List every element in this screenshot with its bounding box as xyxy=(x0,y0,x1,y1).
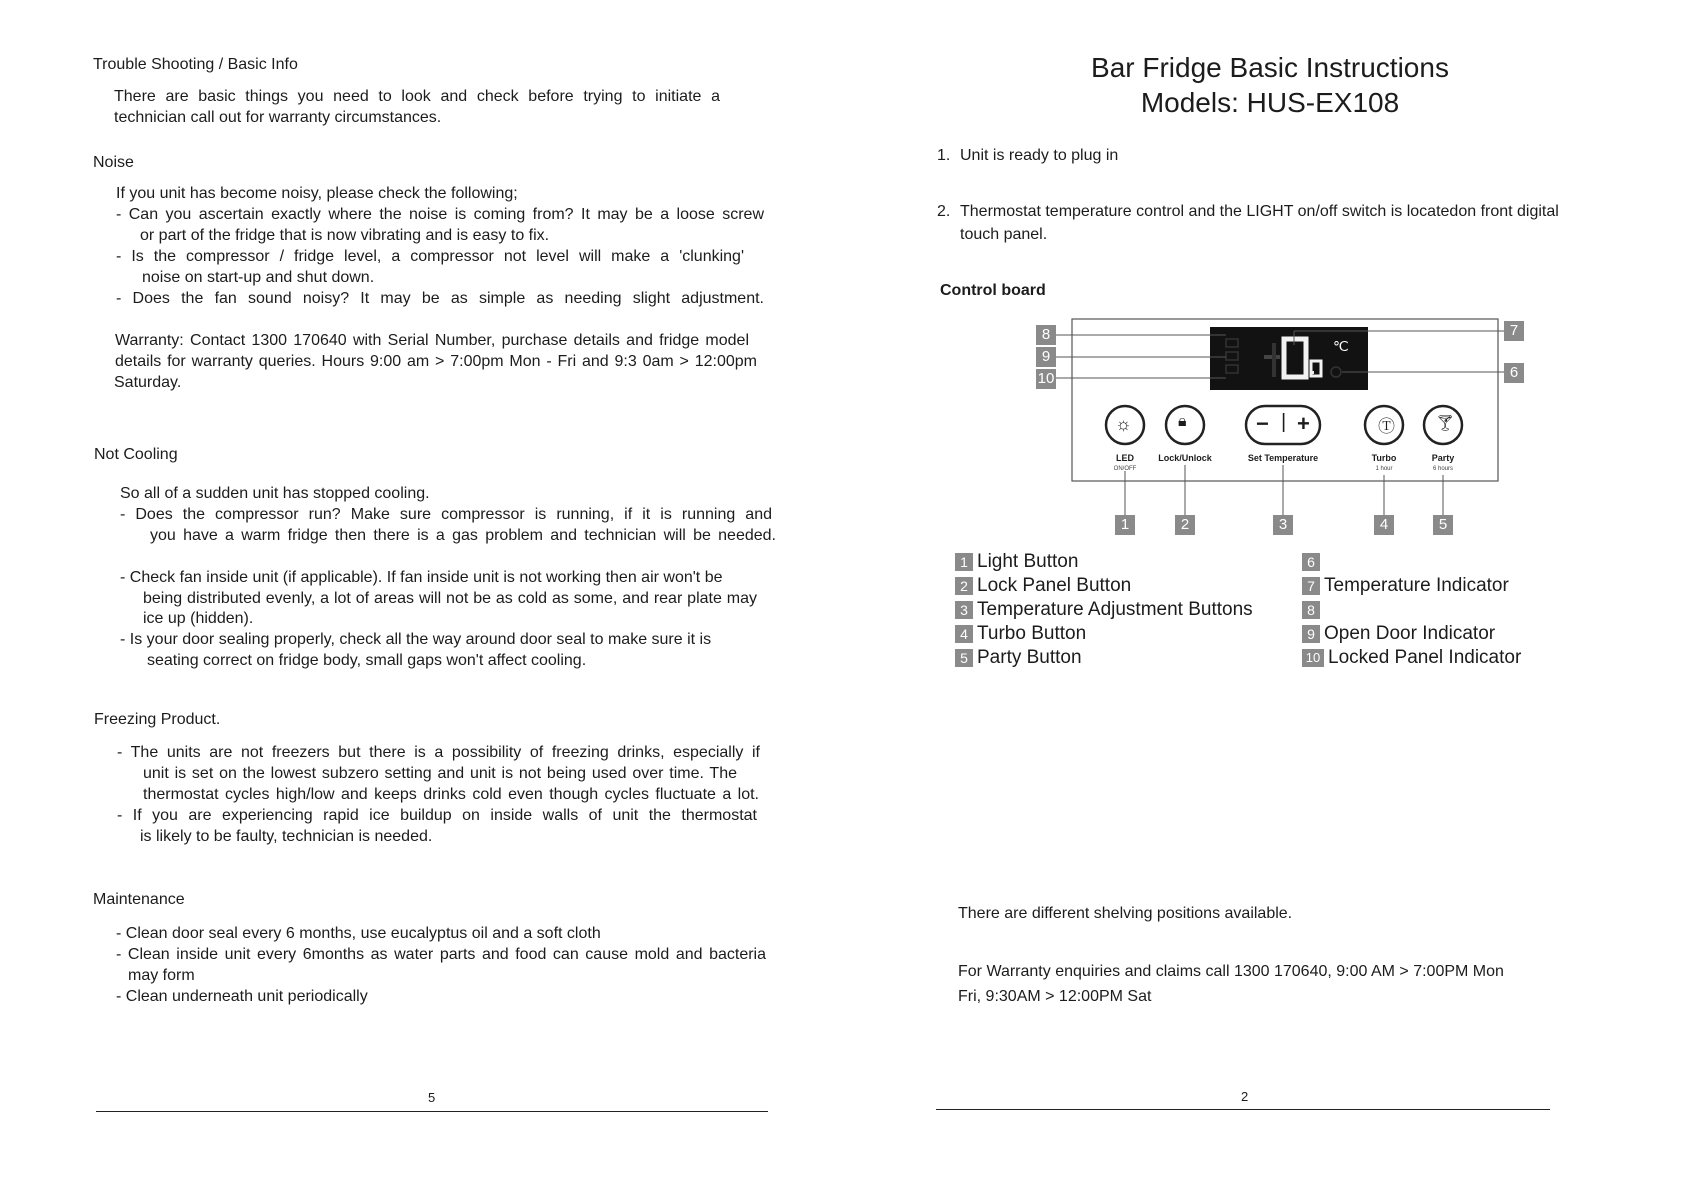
step-text: touch panel. xyxy=(960,226,1048,243)
noise-warranty-line: Warranty: Contact 1300 170640 with Serial Number, purchase details and fridge model xyxy=(115,332,749,349)
light-bulb-icon[interactable]: ☼ xyxy=(1115,414,1132,434)
footer-rule xyxy=(936,1109,1550,1110)
legend-label: Locked Panel Indicator xyxy=(1328,647,1522,668)
temperature-unit: ℃ xyxy=(1333,338,1349,354)
legend-label: Temperature Adjustment Buttons xyxy=(977,599,1253,620)
cooling-line: - Does the compressor run? Make sure compressor is running, if it is running and xyxy=(120,506,772,523)
control-board-heading: Control board xyxy=(940,282,1046,299)
lock-label: Lock/Unlock xyxy=(1158,453,1212,463)
set-temp-label: Set Temperature xyxy=(1247,453,1319,463)
step-text: Unit is ready to plug in xyxy=(960,147,1119,164)
legend-item xyxy=(955,646,1253,670)
cooling-line: - Is your door sealing properly, check all the way around door seal to make sure it is xyxy=(120,631,712,648)
noise-warranty-line: details for warranty queries. Hours 9:00 am > 7:00pm Mon - Fri and 9:3 0am > 12:00pm xyxy=(115,353,757,370)
legend-number: 4 xyxy=(955,625,973,643)
legend-label: Light Button xyxy=(977,551,1079,572)
maintenance-line: - Clean door seal every 6 months, use eucalyptus oil and a soft cloth xyxy=(116,925,601,942)
maintenance-heading: Maintenance xyxy=(93,891,185,908)
callout-6: 6 xyxy=(1504,363,1524,383)
page-number: 2 xyxy=(1241,1089,1249,1104)
maintenance-line: may form xyxy=(128,967,195,984)
led-label: LED xyxy=(1116,453,1134,463)
noise-line: noise on start-up and shut down. xyxy=(142,269,375,286)
legend-item xyxy=(955,550,1253,574)
maintenance-line: - Clean underneath unit periodically xyxy=(116,988,368,1005)
legend-item xyxy=(1302,598,1521,622)
callout-4: 4 xyxy=(1374,515,1394,535)
legend-label: Open Door Indicator xyxy=(1324,623,1496,644)
freezing-line: thermostat cycles high/low and keeps drinks cold even though cycles fluctuate a lot. xyxy=(143,786,759,803)
legend-label: Turbo Button xyxy=(977,623,1087,644)
callout-9: 9 xyxy=(1036,347,1056,367)
legend-number: 1 xyxy=(955,553,973,571)
callout-3: 3 xyxy=(1273,515,1293,535)
noise-line: or part of the fridge that is now vibrating and is easy to fix. xyxy=(140,227,550,244)
footer-rule xyxy=(96,1111,768,1112)
noise-line: - Can you ascertain exactly where the noise is coming from? It may be a loose screw xyxy=(116,206,764,223)
cooling-line: being distributed evenly, a lot of areas will not be as cold as some, and rear plate may xyxy=(143,590,757,607)
divider-icon: | xyxy=(1281,411,1287,433)
cooling-line: you have a warm fridge then there is a gas problem and technician will be needed. xyxy=(150,527,776,544)
party-label: Party xyxy=(1431,453,1455,463)
callout-10: 10 xyxy=(1037,370,1055,387)
legend-number: 2 xyxy=(955,577,973,595)
cooling-line: ice up (hidden). xyxy=(143,610,254,627)
freezing-line: is likely to be faulty, technician is needed. xyxy=(140,828,433,845)
freezing-line: - The units are not freezers but there is a possibility of freezing drinks, especially if xyxy=(117,744,760,761)
legend-number: 8 xyxy=(1302,601,1320,619)
callout-8: 8 xyxy=(1036,325,1056,345)
legend-label: Temperature Indicator xyxy=(1324,575,1509,596)
maintenance-line: - Clean inside unit every 6months as water parts and food can cause mold and bacteria xyxy=(116,946,766,963)
legend-item xyxy=(1302,550,1521,574)
legend-item xyxy=(1302,574,1521,598)
lock-icon[interactable]: 🔒︎ xyxy=(1178,413,1187,430)
turbo-icon[interactable]: Ⓣ xyxy=(1378,417,1395,436)
callout-1: 1 xyxy=(1115,515,1135,535)
freezing-line: unit is set on the lowest subzero setting and unit is not being used over time. The xyxy=(143,765,737,782)
warranty-line: Fri, 9:30AM > 12:00PM Sat xyxy=(958,988,1152,1005)
noise-line: If you unit has become noisy, please check the following; xyxy=(116,185,518,202)
party-sublabel: 6 hours xyxy=(1432,466,1453,472)
cooling-line: So all of a sudden unit has stopped cooling. xyxy=(120,485,430,502)
led-sublabel: ON/OFF xyxy=(1113,466,1137,472)
step-number: 2. xyxy=(937,203,951,220)
page-title: Bar Fridge Basic Instructions xyxy=(1091,52,1449,83)
freezing-line: - If you are experiencing rapid ice buildup on inside walls of unit the thermostat xyxy=(117,807,757,824)
cooling-line: - Check fan inside unit (if applicable). If fan inside unit is not working then air won't be xyxy=(120,569,723,586)
legend-item xyxy=(1302,622,1521,646)
plus-button[interactable]: + xyxy=(1297,411,1310,436)
callout-7: 7 xyxy=(1504,321,1524,341)
step-text: Thermostat temperature control and the LIGHT on/off switch is locatedon front digital xyxy=(960,203,1559,220)
party-glasses-icon[interactable]: 🍸︎ xyxy=(1435,415,1456,432)
trouble-line: There are basic things you need to look and check before trying to initiate a xyxy=(114,88,720,105)
cooling-heading: Not Cooling xyxy=(94,446,178,463)
step-number: 1. xyxy=(937,147,951,164)
legend-item xyxy=(1302,646,1521,670)
legend-item xyxy=(955,598,1253,622)
legend-left xyxy=(955,550,1253,670)
legend-number: 3 xyxy=(955,601,973,619)
callout-2: 2 xyxy=(1175,515,1195,535)
minus-button[interactable]: − xyxy=(1256,411,1269,436)
legend-item xyxy=(955,574,1253,598)
noise-line: - Is the compressor / fridge level, a compressor not level will make a 'clunking' xyxy=(116,248,744,265)
turbo-label: Turbo xyxy=(1371,453,1397,463)
trouble-line: technician call out for warranty circumstances. xyxy=(114,109,442,126)
noise-line: - Does the fan sound noisy? It may be as simple as needing slight adjustment. xyxy=(116,290,764,307)
trouble-heading: Trouble Shooting / Basic Info xyxy=(93,56,298,73)
legend-number: 10 xyxy=(1302,649,1324,667)
legend-label: Party Button xyxy=(977,647,1082,668)
legend-right xyxy=(1302,550,1521,670)
noise-warranty-line: Saturday. xyxy=(114,374,182,391)
legend-item xyxy=(955,622,1253,646)
legend-number: 7 xyxy=(1302,577,1320,595)
shelving-text: There are different shelving positions available. xyxy=(958,905,1293,922)
legend-number: 9 xyxy=(1302,625,1320,643)
page-subtitle: Models: HUS-EX108 xyxy=(1140,87,1400,118)
callout-5: 5 xyxy=(1433,515,1453,535)
legend-number: 6 xyxy=(1302,553,1320,571)
legend-label: Lock Panel Button xyxy=(977,575,1132,596)
legend-number: 5 xyxy=(955,649,973,667)
noise-heading: Noise xyxy=(93,154,134,171)
warranty-line: For Warranty enquiries and claims call 1300 170640, 9:00 AM > 7:00PM Mon xyxy=(958,963,1504,980)
freezing-heading: Freezing Product. xyxy=(94,711,221,728)
cooling-line: seating correct on fridge body, small gaps won't affect cooling. xyxy=(147,652,587,669)
turbo-sublabel: 1 hour xyxy=(1375,466,1393,472)
page-number: 5 xyxy=(428,1090,436,1105)
